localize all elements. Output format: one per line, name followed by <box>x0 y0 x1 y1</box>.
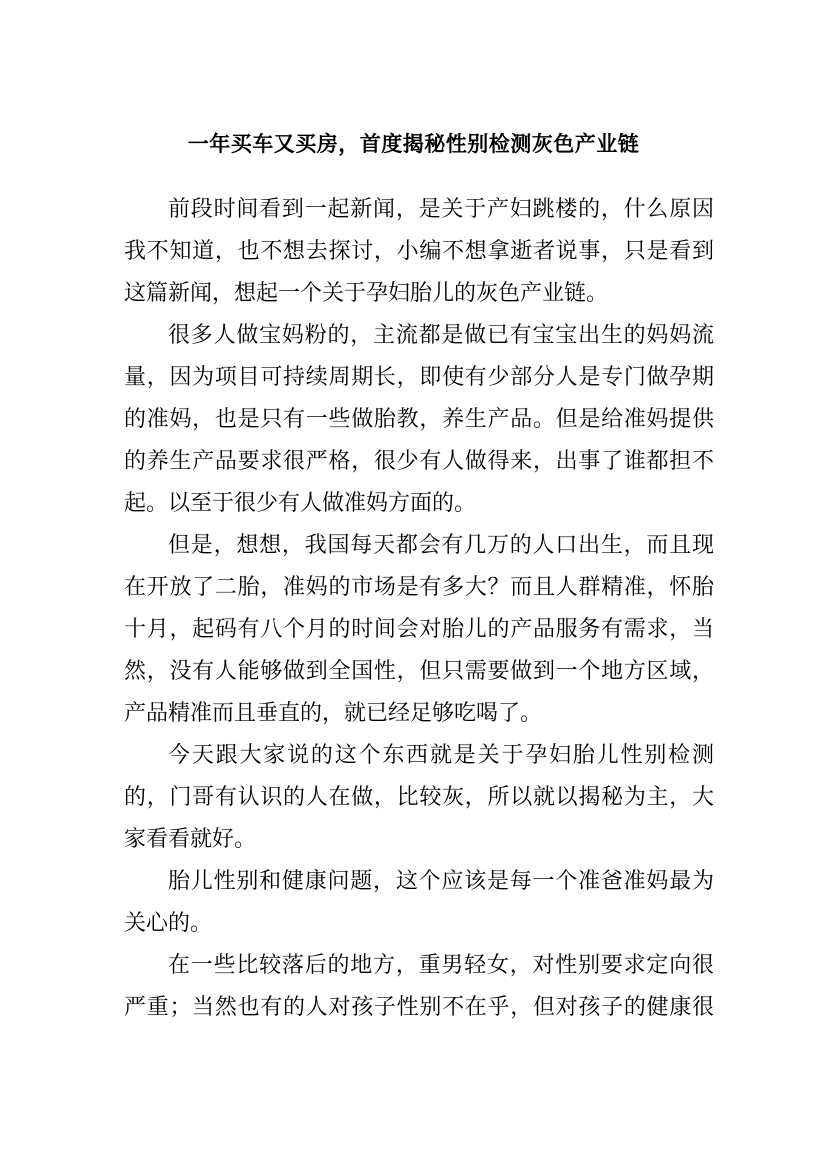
paragraph <box>124 861 714 945</box>
paragraph-line: 今天跟大家说的这个东西就是关于孕妇胎儿性别检测 <box>168 743 714 768</box>
paragraph-line: 家看看就好。 <box>124 827 257 852</box>
paragraph-line: 的，门哥有认识的人在做，比较灰，所以就以揭秘为主，大 <box>124 785 714 810</box>
paragraph-line: 产品精准而且垂直的，就已经足够吃喝了。 <box>124 701 543 726</box>
document-title: 一年买车又买房，首度揭秘性别检测灰色产业链 <box>187 131 640 156</box>
paragraph <box>124 315 714 525</box>
paragraph-line: 但是，想想，我国每天都会有几万的人口出生，而且现 <box>168 533 714 558</box>
paragraph <box>124 945 714 1029</box>
paragraph-line: 的准妈，也是只有一些做胎教，养生产品。但是给准妈提供 <box>124 407 714 432</box>
paragraph-line: 的养生产品要求很严格，很少有人做得来，出事了谁都担不 <box>124 449 714 474</box>
paragraph-line: 量，因为项目可持续周期长，即使有少部分人是专门做孕期 <box>124 365 714 390</box>
paragraph-line: 关心的。 <box>124 911 213 936</box>
paragraph-line: 然，没有人能够做到全国性，但只需要做到一个地方区域， <box>124 659 714 684</box>
document-body <box>124 189 714 1029</box>
paragraph <box>124 525 714 735</box>
paragraph-line: 胎儿性别和健康问题，这个应该是每一个准爸准妈最为 <box>168 869 714 894</box>
paragraph-line: 这篇新闻，想起一个关于孕妇胎儿的灰色产业链。 <box>124 281 609 306</box>
paragraph-line: 在一些比较落后的地方，重男轻女，对性别要求定向很 <box>168 953 714 978</box>
paragraph-line: 我不知道，也不想去探讨，小编不想拿逝者说事，只是看到 <box>124 239 714 264</box>
paragraph-line: 很多人做宝妈粉的，主流都是做已有宝宝出生的妈妈流 <box>168 323 714 348</box>
paragraph <box>124 735 714 861</box>
paragraph <box>124 189 714 315</box>
paragraph-line: 前段时间看到一起新闻，是关于产妇跳楼的，什么原因 <box>168 197 714 222</box>
paragraph-line: 在开放了二胎，准妈的市场是有多大？而且人群精准，怀胎 <box>124 575 714 600</box>
paragraph-line: 起。以至于很少有人做准妈方面的。 <box>124 491 477 516</box>
paragraph-line: 十月，起码有八个月的时间会对胎儿的产品服务有需求，当 <box>124 617 714 642</box>
paragraph-line: 严重；当然也有的人对孩子性别不在乎，但对孩子的健康很 <box>124 995 714 1020</box>
